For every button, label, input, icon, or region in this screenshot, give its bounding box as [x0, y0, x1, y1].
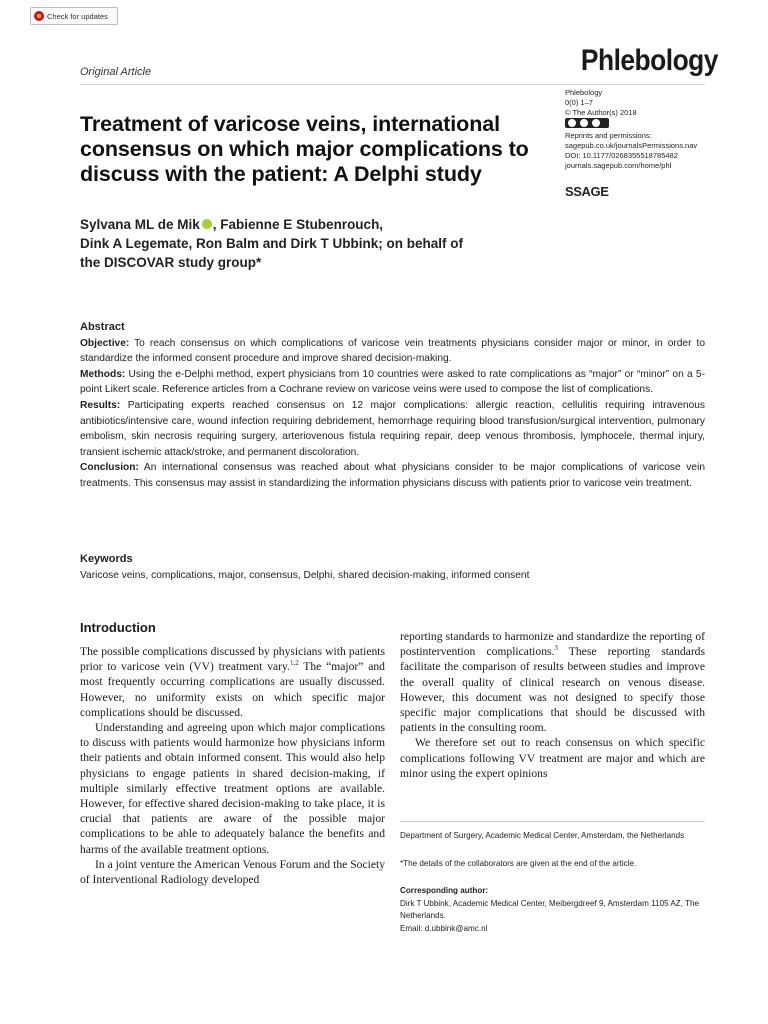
meta-permissions-link[interactable]: sagepub.co.uk/journalsPermissions.nav: [565, 140, 698, 150]
corresponding-author: [400, 885, 705, 935]
collaborators-footnote: *The details of the collaborators are given at the end of the article.: [400, 859, 637, 868]
intro-p4-text-cont: These reporting standards facilitate the comparison of results between studies and improve the overall quality of clinical research on venous disease. However, this document was not designed to specify those specific major complications that should be discussed with patients in the consulting room.: [400, 645, 705, 735]
abstract-conclusion: [80, 460, 705, 491]
authors-line1-rest: , Fabienne E Stubenrouch,: [212, 217, 384, 232]
intro-paragraph-2: Understanding and agreeing upon which major complications to discuss with patients would harmonize how physicians inform their patients and obtain informed consent. This would also help physicians to engage patients in shared decision-making, if multiple similarly effective treatment options are available. However, for effective shared decision-making to take place, it is crucial that patients are aware of the possible major complications to be able to adequately balance the benefits and harms of the available treatment options.: [80, 721, 385, 856]
orcid-icon[interactable]: [202, 219, 212, 229]
authors-line3: the DISCOVAR study group*: [80, 255, 262, 270]
intro-p1-text-cont: The “major” and most frequently occurring complications are usually discussed. However, no uniformity exists on which specific major complications should be discussed.: [80, 660, 385, 719]
intro-paragraph-5: We therefore set out to reach consensus on which specific complications following VV treatment are major and which are minor using the expert opinions: [400, 736, 705, 780]
abstract-results: [80, 398, 705, 460]
journal-meta: [565, 88, 715, 170]
author-de-mik: Sylvana ML de Mik: [80, 217, 200, 232]
header-divider: [80, 84, 705, 85]
meta-reprints: Reprints and permissions:: [565, 131, 652, 141]
corresponding-author-label: Corresponding author:: [400, 886, 489, 895]
body-column-right: [400, 629, 705, 781]
keywords-text: Varicose veins, complications, major, consensus, Delphi, shared decision-making, informed consent: [80, 569, 530, 581]
meta-doi[interactable]: DOI: 10.1177/0268355518785482: [565, 150, 678, 160]
meta-volume: 0(0) 1–7: [565, 97, 593, 107]
abstract-methods: [80, 367, 705, 398]
keywords: [80, 552, 705, 583]
conclusion-label: Conclusion:: [80, 462, 139, 474]
abstract: [80, 320, 705, 492]
meta-journal-link[interactable]: journals.sagepub.com/home/phl: [565, 160, 672, 170]
abstract-heading: Abstract: [80, 321, 125, 333]
objective-label: Objective:: [80, 337, 130, 349]
methods-text: Using the e-Delphi method, expert physicians from 10 countries were asked to rate complications as “major” or “minor” on a 5-point Likert scale. Reference articles from a Cochrane review on varicose veins were used to compose the list of complications.: [80, 368, 705, 396]
check-for-updates-button[interactable]: [30, 7, 118, 25]
body-column-left: [80, 644, 385, 887]
publisher-logo: SSAGE: [565, 184, 609, 199]
intro-paragraph-3: In a joint venture the American Venous Forum and the Society of Interventional Radiology developed: [80, 857, 385, 887]
article-title: Treatment of varicose veins, international consensus on which major complications to discuss with the patient: A Delphi study: [80, 112, 529, 186]
author-list: [80, 215, 550, 272]
corresponding-author-email[interactable]: Email: d.ubbink@amc.nl: [400, 923, 488, 933]
meta-copyright: © The Author(s) 2018: [565, 107, 637, 117]
conclusion-text: An international consensus was reached about what physicians consider to be major complications of varicose vein treatments. This consensus may assist in standardizing the information physicians discuss with patients prior to varicose vein treatment.: [80, 462, 705, 489]
intro-p1-text: The possible complications discussed by physicians with patients prior to varicose vein (VV) treatment vary.: [80, 645, 385, 674]
affiliation-footnote: Department of Surgery, Academic Medical Center, Amsterdam, the Netherlands: [400, 831, 685, 840]
abstract-objective: [80, 336, 705, 367]
introduction-heading: Introduction: [80, 620, 156, 635]
intro-paragraph-1: [80, 644, 385, 720]
footnote-divider: [400, 821, 705, 822]
creative-commons-icon: [565, 118, 609, 128]
corresponding-author-address: Dirk T Ubbink, Academic Medical Center, Meibergdreef 9, Amsterdam 1105 AZ, The Netherlands.: [400, 898, 700, 921]
methods-label: Methods:: [80, 368, 126, 380]
meta-journal: Phlebology: [565, 88, 603, 97]
check-for-updates-label: Check for updates: [47, 11, 108, 21]
intro-p4-text: reporting standards to harmonize and standardize the reporting of postintervention complications.: [400, 630, 705, 659]
citation-3[interactable]: 3: [554, 644, 558, 653]
crossmark-icon: [34, 11, 44, 21]
objective-text: To reach consensus on which complications of varicose vein treatments physicians consider major or minor, in order to standardize the informed consent procedure and improve shared decision-making.: [80, 337, 705, 365]
results-text: Participating experts reached consensus on 12 major complications: allergic reaction, cellulitis requiring intravenous antibiotics/intensive care, wound infection requiring debridement, hemorrhage requiring blood transfusion/surgical intervention, pulmonary embolism, skin necrosis requiring surgery, arteriovenous fistula requiring repair, deep venous thrombosis, lymphocele, thermal injury, transient ischemic attack/stroke, and permanent discoloration.: [80, 399, 705, 458]
keywords-heading: Keywords: [80, 553, 133, 565]
results-label: Results:: [80, 399, 121, 411]
journal-title: Phlebology: [580, 44, 718, 77]
citation-1-2[interactable]: 1,2: [289, 659, 299, 668]
article-type: Original Article: [80, 66, 152, 78]
authors-line2: Dink A Legemate, Ron Balm and Dirk T Ubbink; on behalf of: [80, 236, 464, 251]
intro-paragraph-4: [400, 629, 705, 735]
